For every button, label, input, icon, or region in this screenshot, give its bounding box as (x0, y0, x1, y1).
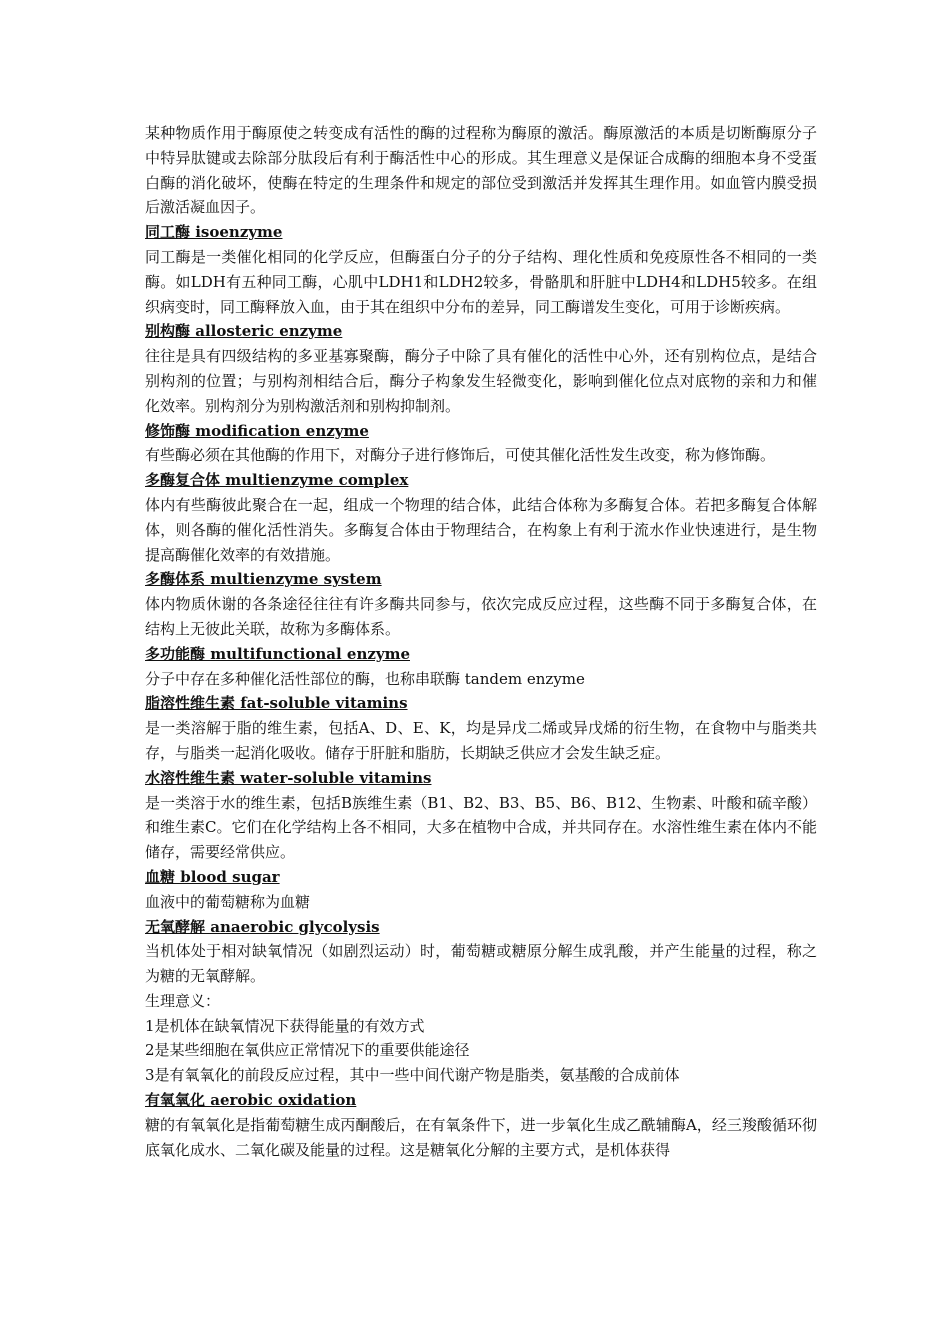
entry-water-soluble-vitamins (145, 766, 817, 865)
term-definition: 体内物质休谢的各条途径往往有许多酶共同参与，依次完成反应过程，这些酶不同于多酶复合体，在结构上无彼此关联，故称为多酶体系。 (145, 595, 817, 638)
document-page (145, 121, 817, 1162)
term-heading: 无氧酵解 anaerobic glycolysis (145, 917, 380, 936)
entry-multienzyme-complex (145, 468, 817, 567)
term-definition: 血液中的葡萄糖称为血糖 (145, 892, 311, 911)
term-definition: 是一类溶解于脂的维生素，包括A、D、E、K，均是异戊二烯或异戊烯的衍生物，在食物中与脂类共存，与脂类一起消化吸收。储存于肝脏和脂肪，长期缺乏供应才会发生缺乏症。 (145, 719, 817, 762)
term-definition: 是一类溶于水的维生素，包括B族维生素（B1、B2、B3、B5、B6、B12、生物素、叶酸和硫辛酸）和维生素C。它们在化学结构上各不相同，大多在植物中合成，并共同存在。水溶性维生素在体内不能储存，需要经常供应。 (145, 793, 817, 862)
term-definition: 分子中存在多种催化活性部位的酶，也称串联酶 tandem enzyme (145, 669, 585, 688)
entry-multienzyme-system (145, 567, 817, 641)
term-definition: 当机体处于相对缺氧情况（如剧烈运动）时，葡萄糖或糖原分解生成乳酸，并产生能量的过程，称之为糖的无氧酵解。 (145, 942, 817, 986)
term-heading: 脂溶性维生素 fat-soluble vitamins (145, 694, 408, 713)
term-heading: 有氧氧化 aerobic oxidation (145, 1091, 357, 1110)
term-definition: 有些酶必须在其他酶的作用下，对酶分子进行修饰后，可使其催化活性发生改变，称为修饰酶。 (145, 446, 776, 465)
entry-anaerobic-glycolysis (145, 915, 817, 1089)
significance-item: 1是机体在缺氧情况下获得能量的有效方式 (145, 1016, 425, 1035)
entry-aerobic-oxidation (145, 1088, 817, 1162)
term-definition: 糖的有氧氧化是指葡萄糖生成丙酮酸后，在有氧条件下，进一步氧化生成乙酰辅酶A，经三羧酸循环彻底氧化成水、二氧化碳及能量的过程。这是糖氧化分解的主要方式，是机体获得 (145, 1115, 817, 1159)
entry-modification-enzyme (145, 419, 817, 469)
significance-heading: 生理意义： (145, 991, 221, 1010)
term-heading: 多酶体系 multienzyme system (145, 570, 382, 589)
term-heading: 多酶复合体 multienzyme complex (145, 471, 409, 490)
entry-fat-soluble-vitamins (145, 691, 817, 765)
entry-allosteric-enzyme (145, 319, 817, 418)
entry-multifunctional-enzyme (145, 642, 817, 692)
entry-isoenzyme (145, 220, 817, 319)
significance-item: 2是某些细胞在氧供应正常情况下的重要供能途径 (145, 1041, 470, 1060)
term-definition: 往往是具有四级结构的多亚基寡聚酶，酶分子中除了具有催化的活性中心外，还有别构位点，是结合别构剂的位置；与别构剂相结合后，酶分子构象发生轻微变化，影响到催化位点对底物的亲和力和催化效率。别构剂分为别构激活剂和别构抑制剂。 (145, 347, 817, 415)
term-definition: 体内有些酶彼此聚合在一起，组成一个物理的结合体，此结合体称为多酶复合体。若把多酶复合体解体，则各酶的催化活性消失。多酶复合体由于物理结合，在构象上有利于流水作业快速进行，是生物提高酶催化效率的有效措施。 (145, 495, 817, 564)
term-definition: 同工酶是一类催化相同的化学反应，但酶蛋白分子的分子结构、理化性质和免疫原性各不相同的一类酶。如LDH有五种同工酶，心肌中LDH1和LDH2较多，骨骼肌和肝脏中LDH4和LDH5较多。在组织病变时，同工酶释放入血，由于其在组织中分布的差异，同工酶谱发生变化，可用于诊断疾病。 (145, 247, 817, 316)
entry-blood-sugar (145, 865, 817, 915)
significance-item: 3是有氧氧化的前段反应过程，其中一些中间代谢产物是脂类，氨基酸的合成前体 (145, 1066, 680, 1085)
term-heading: 水溶性维生素 water-soluble vitamins (145, 768, 432, 787)
term-heading: 多功能酶 multifunctional enzyme (145, 644, 410, 663)
term-heading: 别构酶 allosteric enzyme (145, 322, 343, 341)
term-heading: 修饰酶 modification enzyme (145, 421, 369, 440)
term-heading: 血糖 blood sugar (145, 867, 280, 886)
term-heading: 同工酶 isoenzyme (145, 223, 283, 242)
intro-paragraph: 某种物质作用于酶原使之转变成有活性的酶的过程称为酶原的激活。酶原激活的本质是切断酶原分子中特异肽键或去除部分肽段后有利于酶活性中心的形成。其生理意义是保证合成酶的细胞本身不受蛋白酶的消化破坏，使酶在特定的生理条件和规定的部位受到激活并发挥其生理作用。如血管内膜受损后激活凝血因子。 (145, 124, 817, 217)
